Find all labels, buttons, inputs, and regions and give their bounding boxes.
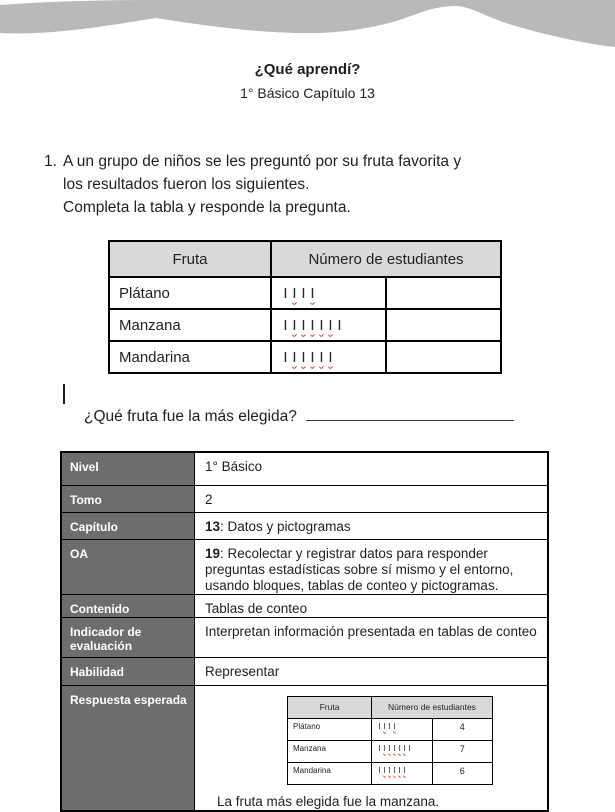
table-row bbox=[61, 657, 548, 685]
table-row bbox=[109, 277, 501, 309]
table-row bbox=[61, 685, 548, 811]
empty-count-cell bbox=[386, 277, 501, 309]
question-number: 1. bbox=[44, 153, 57, 170]
meta-label: OA bbox=[61, 539, 195, 594]
tally-marks-cell bbox=[271, 341, 386, 373]
table-row bbox=[109, 309, 501, 341]
meta-label: Respuesta esperada bbox=[61, 685, 195, 811]
fruit-name-cell: Plátano bbox=[109, 277, 271, 309]
meta-label: Nivel bbox=[61, 452, 195, 485]
question-line-3: Completa la tabla y responde la pregunta. bbox=[63, 199, 351, 216]
table-row bbox=[61, 617, 548, 657]
metadata-table bbox=[60, 451, 549, 812]
meta-label: Contenido bbox=[61, 594, 195, 617]
tally-marks-cell bbox=[271, 309, 386, 341]
meta-value: Tablas de conteo bbox=[195, 594, 549, 617]
final-question-text: ¿Qué fruta fue la más elegida? bbox=[84, 408, 297, 425]
tally-marks-cell bbox=[372, 762, 433, 784]
page-subtitle: 1° Básico Capítulo 13 bbox=[240, 85, 375, 101]
count-cell: 7 bbox=[432, 740, 493, 762]
tally-marks-cell bbox=[271, 277, 386, 309]
table-row bbox=[109, 341, 501, 373]
header-wave-decoration bbox=[0, 0, 615, 58]
meta-label: Indicador de evaluación bbox=[61, 617, 195, 657]
table-row bbox=[61, 539, 548, 594]
question-line-1: A un grupo de niños se les preguntó por su fruta favorita y bbox=[63, 153, 462, 170]
table-row bbox=[61, 512, 548, 539]
table-row bbox=[61, 594, 548, 617]
tally-marks: I I I I bbox=[283, 284, 315, 302]
tally-table-header-fruit: Fruta bbox=[109, 241, 271, 277]
tally-table-header-count: Número de estudiantes bbox=[271, 241, 501, 277]
meta-value: Interpretan información presentada en tablas de conteo bbox=[195, 617, 549, 657]
meta-value: 1° Básico bbox=[195, 452, 549, 485]
tally-marks-cell bbox=[372, 740, 433, 762]
empty-count-cell bbox=[386, 341, 501, 373]
table-row bbox=[288, 762, 493, 784]
count-cell: 6 bbox=[432, 762, 493, 784]
tally-marks: I I I I I I I bbox=[378, 743, 411, 753]
meta-value: 19: Recolectar y registrar datos para responder preguntas estadísticas sobre sí mismo y el entorno, usando bloques, tablas de conteo y pictogramas. bbox=[195, 539, 549, 594]
table-row bbox=[61, 485, 548, 512]
answer-blank bbox=[306, 406, 514, 421]
final-question bbox=[84, 406, 514, 426]
tally-marks: I I I I I I bbox=[283, 348, 333, 366]
fruit-name-cell: Manzana bbox=[288, 740, 372, 762]
table-row bbox=[288, 740, 493, 762]
question-line-2: los resultados fueron los siguientes. bbox=[63, 176, 310, 193]
table-row bbox=[61, 452, 548, 485]
tally-table-header-row bbox=[109, 241, 501, 277]
empty-count-cell bbox=[386, 309, 501, 341]
question-block bbox=[44, 150, 461, 219]
meta-value: 13: Datos y pictogramas bbox=[195, 512, 549, 539]
question-text bbox=[63, 150, 461, 219]
text-cursor bbox=[63, 384, 65, 404]
meta-label: Capítulo bbox=[61, 512, 195, 539]
expected-answer-cell bbox=[195, 685, 549, 811]
fruit-name-cell: Manzana bbox=[109, 309, 271, 341]
tally-table bbox=[108, 240, 502, 374]
expected-answer-text: La fruta más elegida fue la manzana. bbox=[217, 793, 440, 809]
table-row bbox=[288, 718, 493, 740]
tally-marks: I I I I I I I bbox=[283, 316, 342, 334]
fruit-name-cell: Plátano bbox=[288, 718, 372, 740]
page-title: ¿Qué aprendí? bbox=[254, 61, 361, 78]
tally-marks: I I I I I I bbox=[378, 765, 406, 775]
table-row bbox=[288, 696, 493, 718]
tally-marks-cell bbox=[372, 718, 433, 740]
meta-label: Habilidad bbox=[61, 657, 195, 685]
answer-table-header-fruit: Fruta bbox=[288, 696, 372, 718]
tally-marks: I I I I bbox=[378, 721, 396, 731]
fruit-name-cell: Mandarina bbox=[288, 762, 372, 784]
meta-label: Tomo bbox=[61, 485, 195, 512]
answer-table-header-count: Número de estudiantes bbox=[372, 696, 493, 718]
meta-value: 2 bbox=[195, 485, 549, 512]
count-cell: 4 bbox=[432, 718, 493, 740]
meta-value: Representar bbox=[195, 657, 549, 685]
fruit-name-cell: Mandarina bbox=[109, 341, 271, 373]
answer-tally-table bbox=[287, 696, 493, 785]
